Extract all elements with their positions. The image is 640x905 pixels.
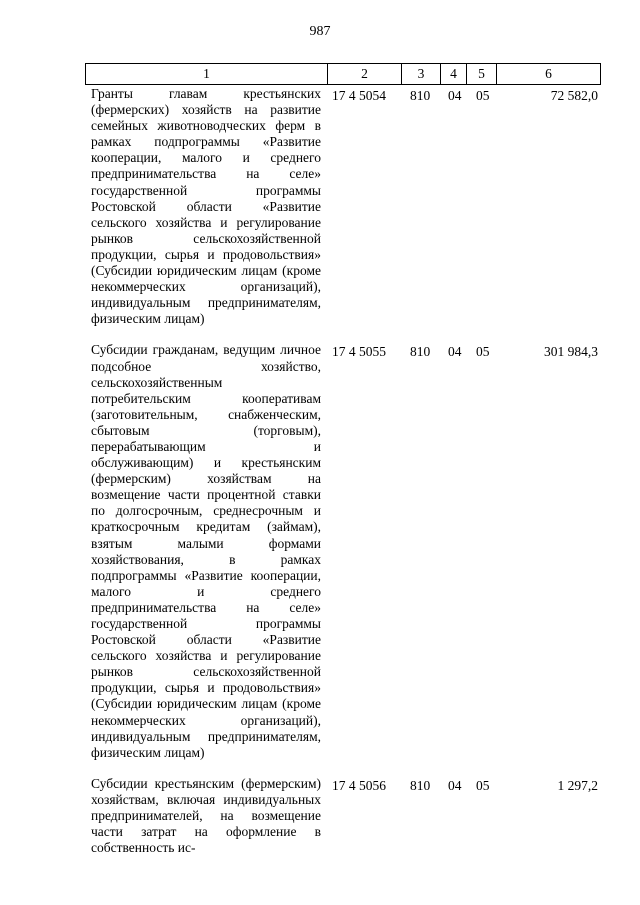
row-target-code: 17 4 5055 bbox=[332, 344, 386, 360]
row-section: 04 bbox=[448, 88, 462, 103]
row-description: Субсидии гражданам, ведущим личное подсобное хозяйство, сельскохозяйственным потребительским кооперативам (заготовительным, снабженческим, сбытовым (торговым), перерабатывающим и обслуживающим) и крестьянским (фермерским) хозяйствам на возмещение части процентной ставки по долгосрочным, среднесрочным и краткосрочным кредитам (займам), взятым малыми формами хозяйствования, в рамках подпрограммы «Развитие кооперации, малого и среднего предпринимательства на селе» государственной программы Ростовской области «Развитие сельского хозяйства и регулирование рынков сельскохозяйственной продукции, сырья и продовольствия» (Субсидии юридическим лицам (кроме некоммерческих организаций), индивидуальным предпринимателям, физическим лицам) bbox=[91, 342, 321, 760]
column-header-table bbox=[85, 63, 601, 85]
column-header-5: 5 bbox=[467, 64, 497, 85]
table-row bbox=[0, 86, 640, 327]
row-amount: 1 297,2 bbox=[557, 777, 598, 793]
column-header-6: 6 bbox=[497, 64, 601, 85]
page-number: 987 bbox=[309, 24, 331, 39]
row-subsection: 05 bbox=[476, 344, 490, 360]
column-header-3: 3 bbox=[402, 64, 441, 85]
row-section: 04 bbox=[448, 777, 462, 793]
table-row bbox=[0, 776, 640, 856]
budget-rows bbox=[0, 86, 640, 871]
column-header-1: 1 bbox=[86, 64, 328, 85]
row-subsection: 05 bbox=[476, 777, 490, 793]
row-amount: 301 984,3 bbox=[544, 344, 598, 360]
row-target-code: 17 4 5054 bbox=[332, 88, 386, 103]
row-expense-type: 810 bbox=[410, 344, 431, 360]
row-subsection: 05 bbox=[476, 88, 490, 103]
row-target-code: 17 4 5056 bbox=[332, 777, 386, 793]
row-section: 04 bbox=[448, 344, 462, 360]
table-row bbox=[0, 342, 640, 760]
row-amount: 72 582,0 bbox=[550, 88, 598, 103]
row-expense-type: 810 bbox=[410, 88, 431, 103]
row-description: Субсидии крестьянским (фермерским) хозяйствам, включая индивидуальных предпринимателей, на возмещение части затрат на оформление в собственность ис- bbox=[91, 775, 321, 856]
row-description: Гранты главам крестьянских (фермерских) хозяйств на развитие семейных животноводческих ферм в рамках подпрограммы «Развитие кооперации, малого и среднего предпринимательства на селе» государственной программы Ростовской области «Развитие сельского хозяйства и регулирование рынков сельскохозяйственной продукции, сырья и продовольствия» (Субсидии юридическим лицам (кроме некоммерческих организаций), индивидуальным предпринимателям, физическим лицам) bbox=[91, 86, 321, 327]
column-header-2: 2 bbox=[328, 64, 402, 85]
column-header-row bbox=[86, 64, 601, 85]
row-expense-type: 810 bbox=[410, 777, 431, 793]
column-header-4: 4 bbox=[441, 64, 467, 85]
